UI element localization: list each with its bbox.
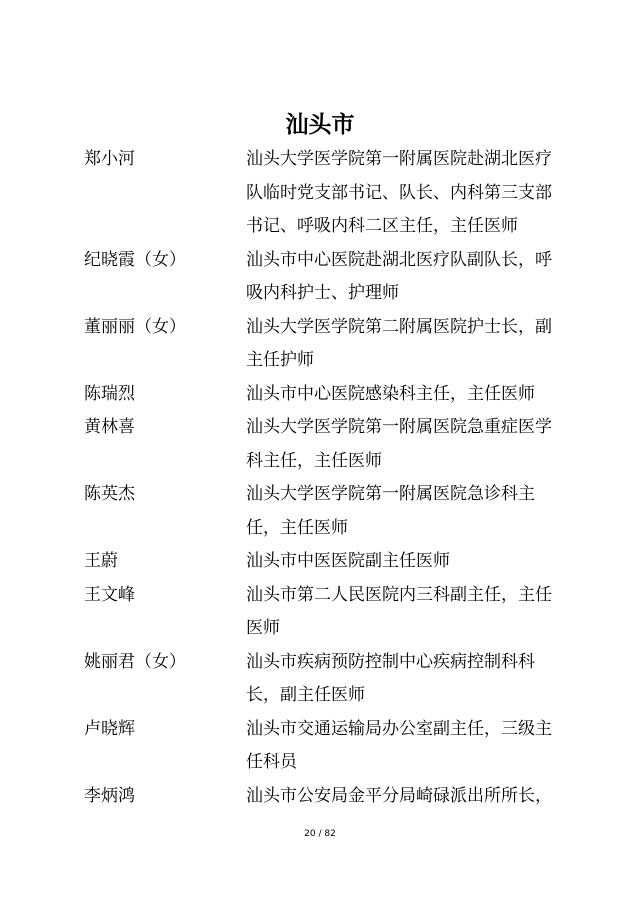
list-item [84,545,564,579]
person-role: 汕头市交通运输局办公室副主任，三级主任科员 [246,718,552,772]
person-name: 纪晓霞（女） [84,249,186,270]
honoree-list [84,143,564,813]
list-item [84,378,564,412]
person-role: 汕头市中心医院感染科主任，主任医师 [246,383,535,404]
person-name: 陈英杰 [84,484,135,504]
person-role: 汕头大学医学院第二附属医院护士长，副主任护师 [246,316,552,370]
person-name: 卢晓辉 [84,718,135,739]
person-name: 王文峰 [84,584,135,605]
person-role: 汕头大学医学院第一附属医院急重症医学科主任，主任医师 [246,417,552,471]
list-item [84,713,564,780]
person-role: 汕头市中医医院副主任医师 [246,551,450,571]
person-role: 汕头市疾病预防控制中心疾病控制科科长，副主任医师 [246,651,535,705]
person-name: 陈瑞烈 [84,383,135,404]
person-role: 汕头大学医学院第一附属医院急诊科主任，主任医师 [246,484,535,538]
list-item [84,143,564,244]
list-item [84,780,564,814]
person-name: 李炳鸿 [84,785,135,806]
page-title: 汕头市 [285,112,355,138]
list-item [84,244,564,311]
page-number: 20 / 82 [304,829,336,839]
person-role: 汕头市公安局金平分局崎碌派出所所长， [246,785,552,806]
person-role: 汕头大学医学院第一附属医院赴湖北医疗队临时党支部书记、队长、内科第三支部书记、呼吸内科二区主任，主任医师 [246,149,552,236]
list-item [84,646,564,713]
list-item [84,478,564,545]
person-role: 汕头市中心医院赴湖北医疗队副队长，呼吸内科护士、护理师 [246,249,552,303]
person-name: 王蔚 [84,551,118,571]
person-name: 姚丽君（女） [84,651,186,672]
person-role: 汕头市第二人民医院内三科副主任，主任医师 [246,584,552,638]
person-name: 黄林喜 [84,417,135,437]
list-item [84,579,564,646]
person-name: 董丽丽（女） [84,316,186,337]
person-name: 郑小河 [84,149,135,169]
list-item [84,411,564,478]
list-item [84,311,564,378]
